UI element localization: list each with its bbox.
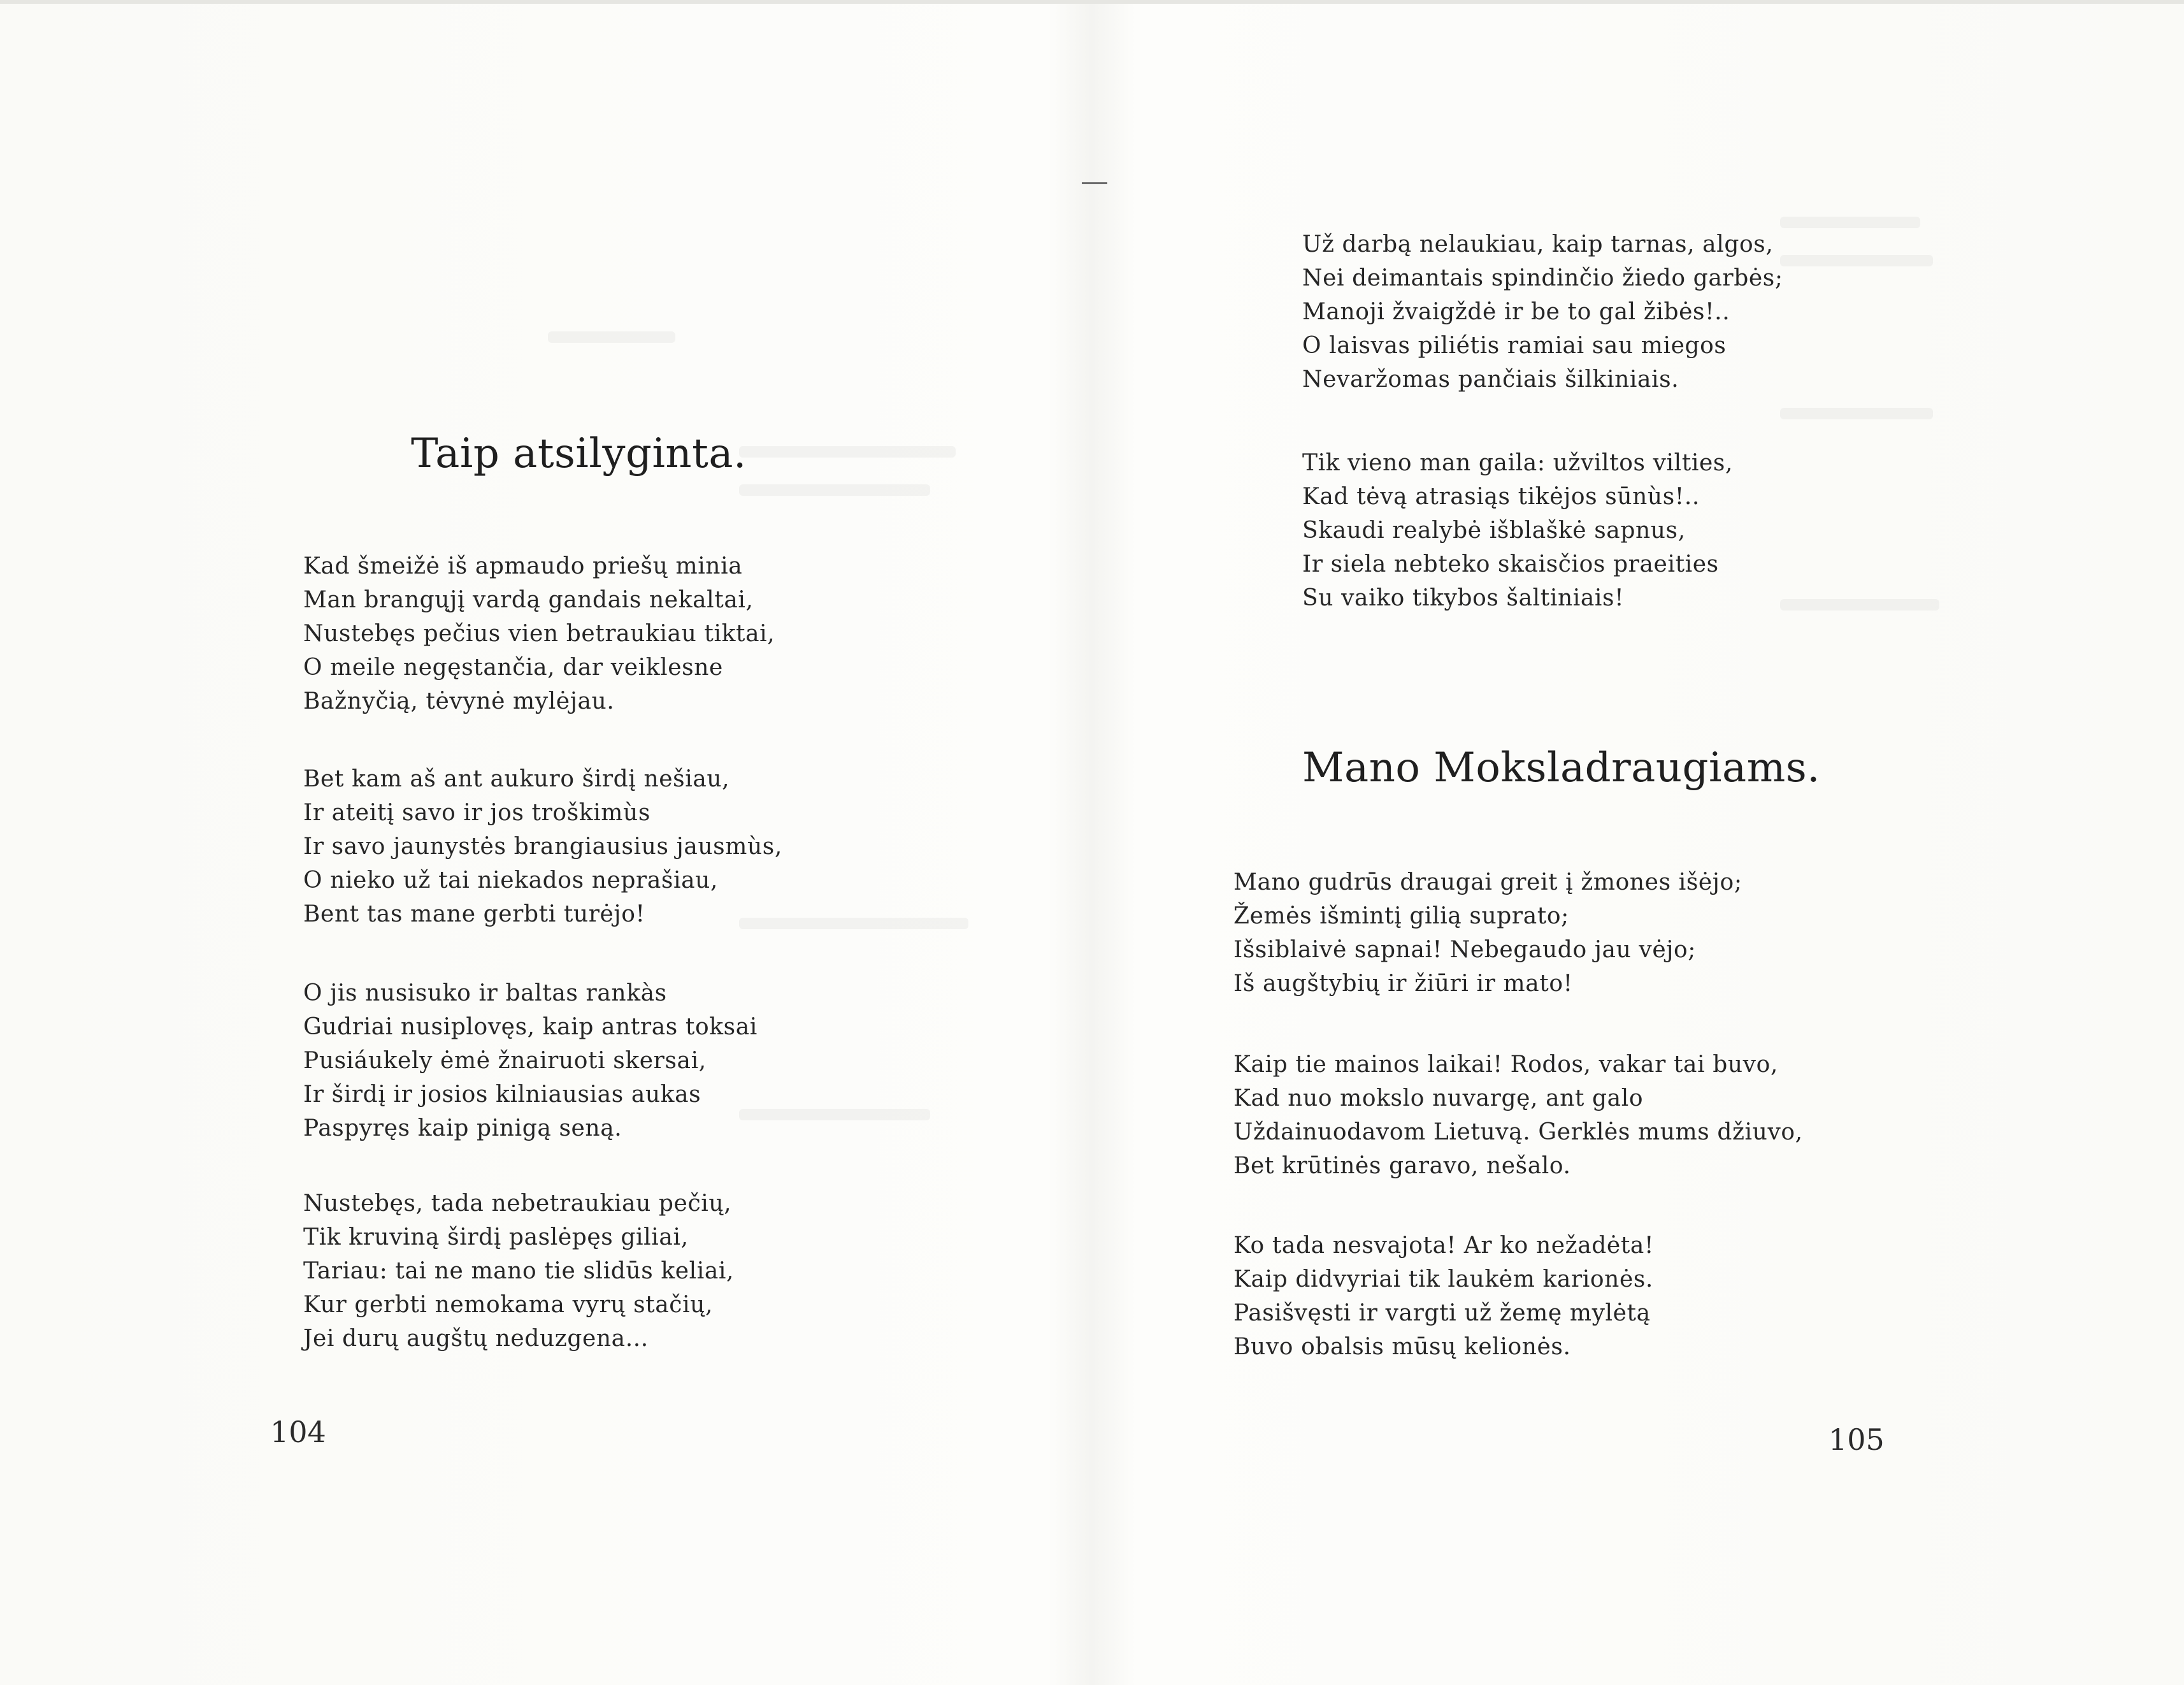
verse-line: O meile negęstančia, dar veiklesne [303, 654, 723, 681]
verse-line: Gudriai nusiplovęs, kaip antras toksai [303, 1014, 758, 1040]
verse-line: Paspyręs kaip pinigą seną. [303, 1115, 622, 1141]
stanza-continued-1 [1302, 228, 1783, 396]
stanza-7 [1233, 1229, 1654, 1364]
verse-line: O jis nusisuko ir baltas rankàs [303, 980, 667, 1006]
verse-line: Ir širdį ir josios kilniausias aukas [303, 1081, 701, 1108]
verse-line: Ir siela nebteko skaisčios praeities [1302, 551, 1719, 577]
verse-line: Kad šmeižė iš apmaudo priešų minia [303, 553, 743, 579]
verse-line: Už darbą nelaukiau, kaip tarnas, algos, [1302, 231, 1774, 257]
bleed-through [1780, 255, 1933, 266]
verse-line: Žemės išmintį gilią suprato; [1233, 903, 1569, 929]
stanza-4 [303, 1187, 734, 1356]
verse-line: Skaudi realybė išblaškė sapnus, [1302, 517, 1686, 544]
verse-line: Išsiblaivė sapnai! Nebegaudo jau vėjo; [1233, 937, 1697, 963]
left-page [0, 0, 1083, 1685]
stanza-1 [303, 549, 775, 718]
right-page [1092, 0, 2184, 1685]
verse-line: O laisvas piliétis ramiai sau miegos [1302, 333, 1727, 359]
verse-line: Tik vieno man gaila: užviltos vilties, [1302, 450, 1733, 476]
verse-line: Man brangųjį vardą gandais nekaltai, [303, 587, 754, 613]
verse-line: Kaip tie mainos laikai! Rodos, vakar tai buvo, [1233, 1052, 1778, 1078]
verse-line: Pusiáukely ėmė žnairuoti skersai, [303, 1048, 707, 1074]
bleed-through [1780, 599, 1939, 611]
bleed-through [1780, 217, 1920, 228]
verse-line: O nieko už tai niekados neprašiau, [303, 867, 718, 893]
verse-line: Bet kam aš ant aukuro širdį nešiau, [303, 766, 730, 792]
stanza-continued-2 [1302, 446, 1733, 615]
verse-line: Nevaržomas pančiais šilkiniais. [1302, 366, 1679, 393]
verse-line: Mano gudrūs draugai greit į žmones išėjo; [1233, 869, 1742, 895]
bleed-through [739, 446, 956, 458]
verse-line: Ir ateitį savo ir jos troškimùs [303, 800, 650, 826]
verse-line: Kad nuo mokslo nuvargę, ant galo [1233, 1085, 1644, 1111]
page-number-right: 105 [1828, 1422, 1885, 1457]
verse-line: Nustebęs pečius vien betraukiau tiktai, [303, 621, 775, 647]
verse-line: Jei durų augštų neduzgena... [303, 1326, 649, 1352]
verse-line: Su vaiko tikybos šaltiniais! [1302, 585, 1625, 611]
verse-line: Ko tada nesvajota! Ar ko nežadėta! [1233, 1233, 1655, 1259]
verse-line: Buvo obalsis mūsų kelionės. [1233, 1334, 1571, 1360]
page-number-left: 104 [270, 1415, 326, 1449]
verse-line: Kaip didvyriai tik laukėm karionės. [1233, 1266, 1653, 1292]
verse-line: Nei deimantais spindinčio žiedo garbės; [1302, 265, 1783, 291]
bleed-through [739, 484, 930, 496]
stanza-3 [303, 976, 758, 1145]
stanza-2 [303, 762, 782, 931]
verse-line: Ir savo jaunystės brangiausius jausmùs, [303, 834, 782, 860]
verse-line: Bažnyčią, tėvynė mylėjau. [303, 688, 615, 714]
stanza-6 [1233, 1048, 1803, 1183]
poem-title-mano-moksladraugiams: Mano Moksladraugiams. [1302, 744, 1820, 792]
verse-line: Nustebęs, tada nebetraukiau pečių, [303, 1190, 732, 1217]
verse-line: Tik kruviną širdį paslėpęs giliai, [303, 1224, 689, 1250]
verse-line: Kad tėvą atrasiąs tikėjos sūnùs!.. [1302, 484, 1700, 510]
bleed-through [1780, 408, 1933, 419]
bleed-through [548, 331, 675, 343]
verse-line: Bet krūtinės garavo, nešalo. [1233, 1153, 1571, 1179]
verse-line: Bent tas mane gerbti turėjo! [303, 901, 645, 927]
verse-line: Pasišvęsti ir vargti už žemę mylėtą [1233, 1300, 1651, 1326]
verse-line: Iš augštybių ir žiūri ir mato! [1233, 971, 1573, 997]
verse-line: Manoji žvaigždė ir be to gal žibės!.. [1302, 299, 1730, 325]
verse-line: Kur gerbti nemokama vyrų stačių, [303, 1292, 714, 1318]
bleed-through [739, 1109, 930, 1120]
verse-line: Uždainuodavom Lietuvą. Gerklės mums džiuvo, [1233, 1119, 1803, 1145]
poem-title-taip-atsilyginta: Taip atsilyginta. [411, 430, 747, 477]
stanza-5 [1233, 865, 1742, 1001]
verse-line: Tariau: tai ne mano tie slidūs keliai, [303, 1258, 735, 1284]
